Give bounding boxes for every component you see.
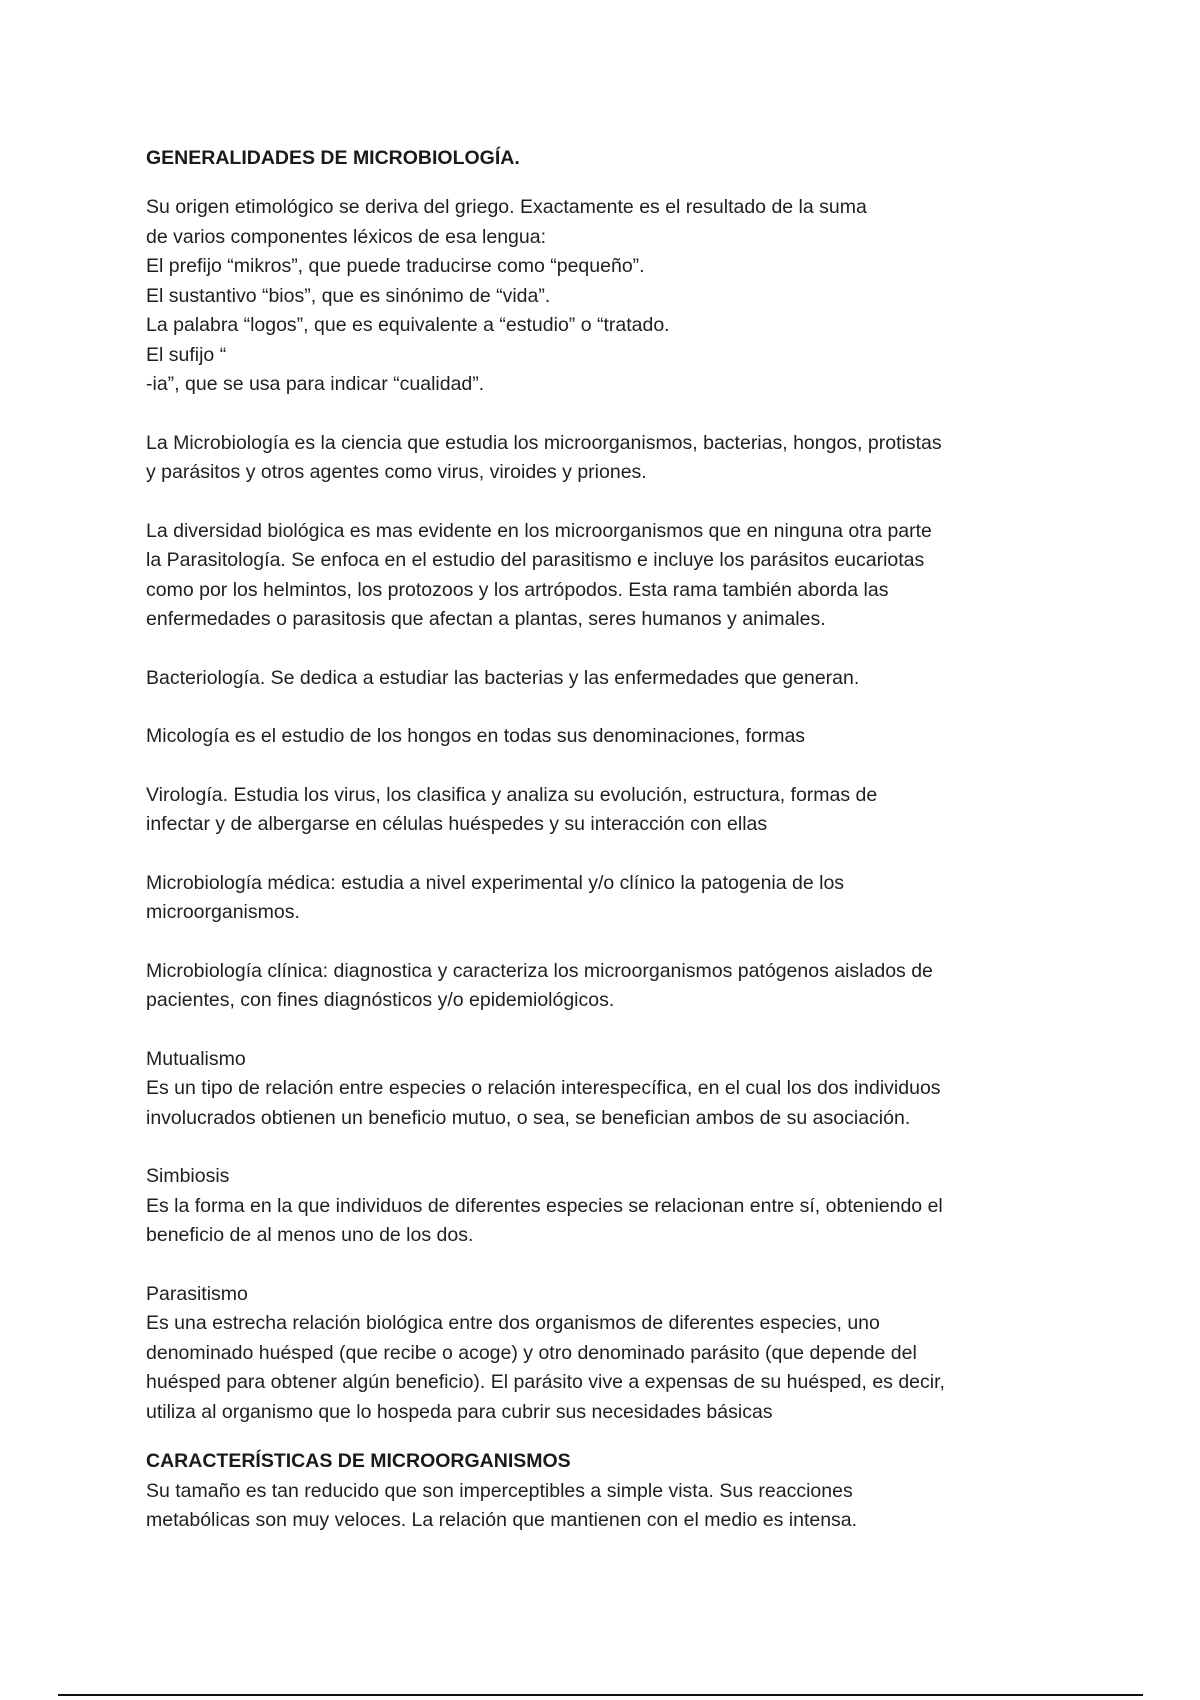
text-line: como por los helmintos, los protozoos y los artrópodos. Esta rama también aborda las xyxy=(146,578,889,601)
text-line: infectar y de albergarse en células huéspedes y su interacción con ellas xyxy=(146,813,768,835)
text-line: microorganismos. xyxy=(146,901,300,923)
text-line: la Parasitología. Se enfoca en el estudio del parasitismo e incluye los parásitos eucariotas xyxy=(146,549,925,571)
paragraph xyxy=(146,869,1076,928)
text-line: Microbiología médica: estudia a nivel experimental y/o clínico la patogenia de los xyxy=(146,871,845,894)
section-title: CARACTERÍSTICAS DE MICROORGANISMOS xyxy=(146,1450,571,1472)
text-line: Su tamaño es tan reducido que son imperceptibles a simple vista. Sus reacciones xyxy=(146,1479,853,1502)
text-line: -ia”, que se usa para indicar “cualidad”. xyxy=(146,373,485,395)
section-caracteristicas xyxy=(146,1447,1076,1536)
paragraph xyxy=(146,193,1076,400)
text-line: El sufijo “ xyxy=(146,343,227,366)
paragraph xyxy=(146,1045,1076,1134)
text-line: Microbiología clínica: diagnostica y caracteriza los microorganismos patógenos aislados de xyxy=(146,959,933,982)
section-body xyxy=(146,1477,1076,1536)
text-line: La palabra “logos”, que es equivalente a “estudio” o “tratado. xyxy=(146,314,670,336)
text-line: enfermedades o parasitosis que afectan a plantas, seres humanos y animales. xyxy=(146,608,826,630)
text-line: de varios componentes léxicos de esa lengua: xyxy=(146,225,546,248)
paragraph xyxy=(146,1162,1076,1251)
text-line: involucrados obtienen un beneficio mutuo, o sea, se benefician ambos de su asociación. xyxy=(146,1106,911,1129)
paragraph xyxy=(146,1280,1076,1428)
document-body xyxy=(146,193,1076,1427)
bottom-divider xyxy=(58,1694,1143,1696)
paragraph xyxy=(146,429,1076,488)
text-line: Bacteriología. Se dedica a estudiar las bacterias y las enfermedades que generan. xyxy=(146,666,860,689)
text-line: huésped para obtener algún beneficio). El parásito vive a expensas de su huésped, es decir, xyxy=(146,1371,945,1393)
paragraph xyxy=(146,957,1076,1016)
text-line: Es una estrecha relación biológica entre dos organismos de diferentes especies, uno xyxy=(146,1312,880,1334)
text-line: La Microbiología es la ciencia que estudia los microorganismos, bacterias, hongos, protistas xyxy=(146,431,942,454)
text-line: Es un tipo de relación entre especies o relación interespecífica, en el cual los dos individuos xyxy=(146,1077,941,1099)
text-line: Micología es el estudio de los hongos en todas sus denominaciones, formas xyxy=(146,725,806,747)
text-line: Su origen etimológico se deriva del griego. Exactamente es el resultado de la suma xyxy=(146,196,867,218)
text-line: metabólicas son muy veloces. La relación que mantienen con el medio es intensa. xyxy=(146,1509,858,1531)
text-line: Virología. Estudia los virus, los clasifica y analiza su evolución, estructura, formas de xyxy=(146,783,878,806)
paragraph xyxy=(146,517,1076,635)
text-line: La diversidad biológica es mas evidente en los microorganismos que en ninguna otra parte xyxy=(146,519,932,542)
text-line: y parásitos y otros agentes como virus, viroides y priones. xyxy=(146,461,647,483)
paragraph xyxy=(146,664,1076,694)
text-line: Parasitismo xyxy=(146,1282,248,1305)
document-title: GENERALIDADES DE MICROBIOLOGÍA. xyxy=(146,147,520,169)
text-line: utiliza al organismo que lo hospeda para cubrir sus necesidades básicas xyxy=(146,1400,773,1423)
paragraph xyxy=(146,781,1076,840)
paragraph xyxy=(146,722,1076,752)
document-page xyxy=(146,143,1076,1565)
text-line: Simbiosis xyxy=(146,1165,230,1187)
text-line: Mutualismo xyxy=(146,1047,246,1070)
text-line: denominado huésped (que recibe o acoge) y otro denominado parásito (que depende del xyxy=(146,1341,917,1364)
text-line: El sustantivo “bios”, que es sinónimo de “vida”. xyxy=(146,284,551,307)
text-line: beneficio de al menos uno de los dos. xyxy=(146,1224,474,1246)
text-line: El prefijo “mikros”, que puede traducirse como “pequeño”. xyxy=(146,255,645,277)
text-line: Es la forma en la que individuos de diferentes especies se relacionan entre sí, obteniendo el xyxy=(146,1194,943,1217)
text-line: pacientes, con fines diagnósticos y/o epidemiológicos. xyxy=(146,989,615,1011)
